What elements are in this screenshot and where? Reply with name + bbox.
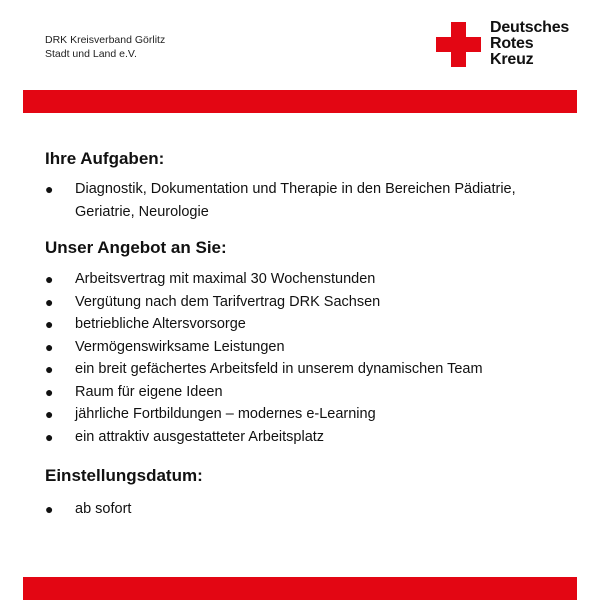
list-item: ● Arbeitsvertrag mit maximal 30 Wochenstunden: [45, 268, 575, 291]
bullet-icon: ●: [45, 428, 54, 445]
list-angebot: [45, 268, 575, 448]
list-item: ● Diagnostik, Dokumentation und Therapie in den Bereichen Pädiatrie, Geriatrie, Neurologie: [45, 178, 575, 224]
drk-logo: [436, 19, 570, 68]
org-line-2: Stadt und Land e.V.: [45, 48, 137, 60]
section-title-angebot: Unser Angebot an Sie:: [45, 238, 227, 257]
bullet-icon: ●: [45, 501, 54, 517]
red-cross-icon: [436, 22, 481, 67]
bullet-icon: ●: [45, 271, 54, 287]
list-item: ● ein breit gefächertes Arbeitsfeld in unserem dynamischen Team: [45, 358, 575, 381]
logo-line-3: Kreuz: [490, 51, 534, 68]
section-einstellungsdatum: [45, 465, 575, 521]
logo-line-1: Deutsches: [490, 19, 570, 36]
organization-name: [45, 33, 165, 61]
section-aufgaben: [45, 148, 575, 224]
bullet-icon: ●: [45, 293, 54, 310]
section-title-einstellungsdatum: Einstellungsdatum:: [45, 466, 203, 485]
section-title-aufgaben: Ihre Aufgaben:: [45, 149, 165, 168]
bottom-red-bar: [23, 577, 577, 600]
bullet-icon: ●: [45, 316, 54, 332]
section-angebot: [45, 237, 575, 448]
list-einstellungsdatum: [45, 498, 575, 521]
list-item: ● jährliche Fortbildungen – modernes e-Learning: [45, 403, 575, 426]
bullet-icon: ●: [45, 181, 54, 197]
bullet-icon: ●: [45, 383, 54, 400]
list-item: ● Vermögenswirksame Leistungen: [45, 336, 575, 359]
list-item: ● Vergütung nach dem Tarifvertrag DRK Sachsen: [45, 291, 575, 314]
list-item: ● Raum für eigene Ideen: [45, 381, 575, 404]
list-aufgaben: [45, 178, 575, 224]
bullet-icon: ●: [45, 338, 54, 355]
bullet-icon: ●: [45, 406, 54, 422]
logo-wordmark: [490, 20, 569, 68]
list-item: ● ein attraktiv ausgestatteter Arbeitsplatz: [45, 426, 575, 449]
org-line-1: DRK Kreisverband Görlitz: [45, 34, 166, 46]
top-red-bar: [23, 90, 577, 113]
list-item: ● ab sofort: [45, 498, 575, 521]
job-details: [45, 148, 575, 521]
bullet-icon: ●: [45, 361, 54, 377]
list-item: ● betriebliche Altersvorsorge: [45, 313, 575, 336]
logo-line-2: Rotes: [490, 35, 534, 52]
